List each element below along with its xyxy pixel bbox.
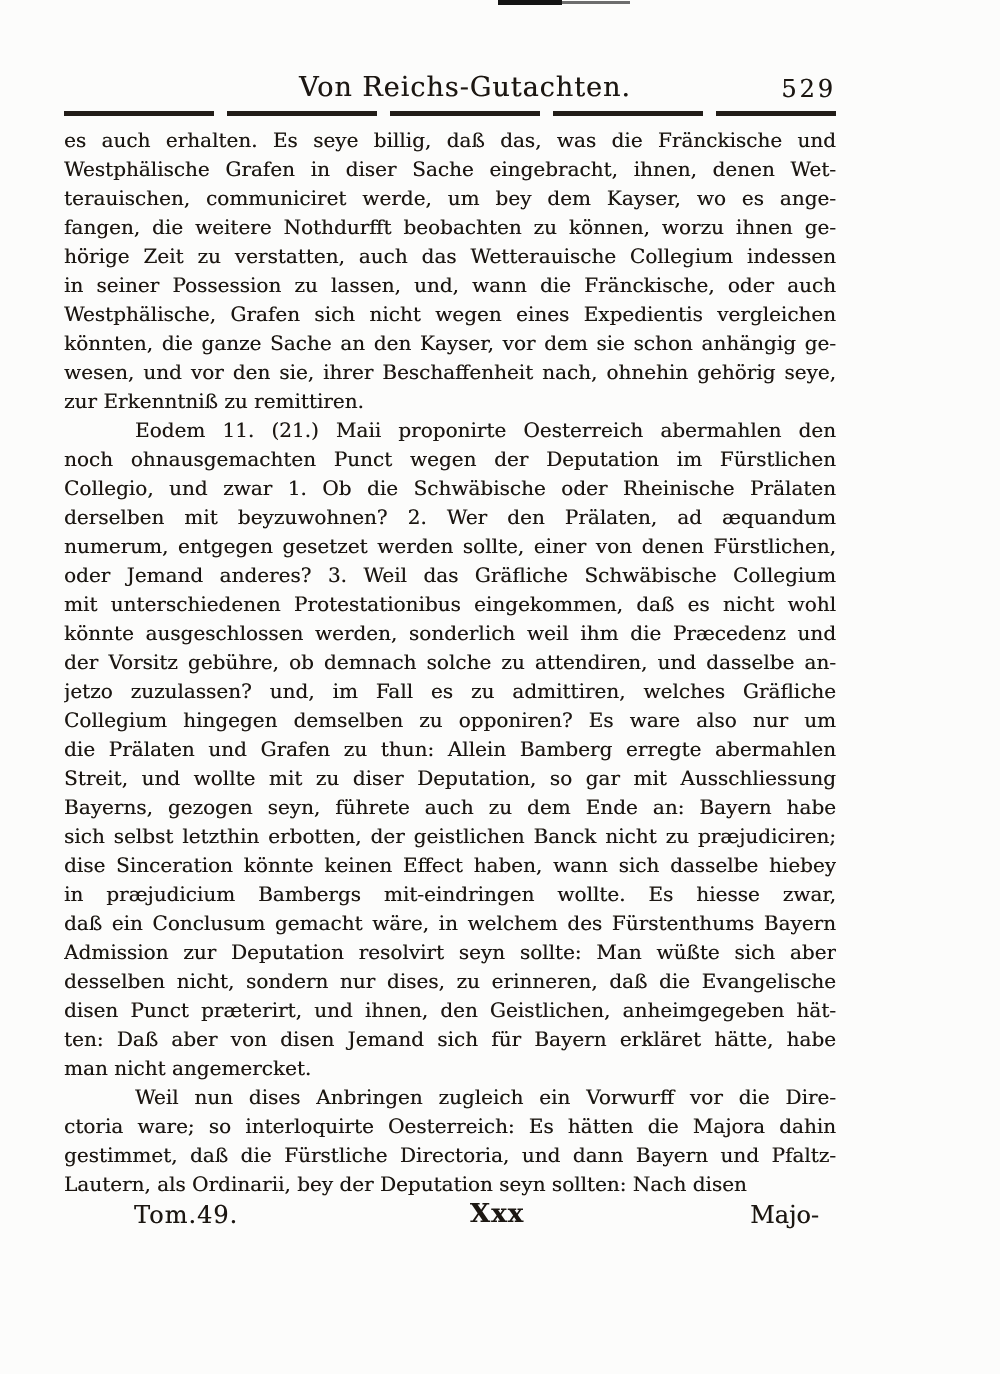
text-line: disen Punct præterirt, und ihnen, den Geistlichen, anheimgegeben hät- [64, 998, 836, 1022]
text-line: mit unterschiedenen Protestationibus eingekommen, daß es nicht wohl [64, 592, 836, 616]
text-line: die Prälaten und Grafen zu thun: Allein Bamberg erregte abermahlen [64, 737, 836, 761]
running-title: Von Reichs-Gutachten. [299, 72, 631, 103]
text-line: desselben nicht, sondern nur dises, zu erinneren, daß die Evangelische [64, 969, 836, 993]
signature-mark: Xxx [469, 1199, 525, 1229]
volume-label: Tom.49. [134, 1201, 239, 1229]
text-line: könnten, die ganze Sache an den Kayser, vor dem sie schon anhängig ge- [64, 331, 836, 355]
text-line: terauischen, communiciret werde, um bey dem Kayser, wo es ange- [64, 186, 836, 210]
text-line: ten: Daß aber von disen Jemand sich für Bayern erkläret hätte, habe [64, 1027, 836, 1051]
text-line: sich selbst letzthin erbotten, der geistlichen Banck nicht zu præjudiciren; [64, 824, 836, 848]
header-rule [64, 111, 836, 116]
text-line: daß ein Conclusum gemacht wäre, in welchem des Fürstenthums Bayern [64, 911, 836, 935]
scan-artifact-bar [498, 0, 562, 5]
text-line: Admission zur Deputation resolvirt seyn sollte: Man wüßte sich aber [64, 940, 836, 964]
text-line: Streit, und wollte mit zu diser Deputation, so gar mit Ausschliessung [64, 766, 836, 790]
text-line: ctoria ware; so interloquirte Oesterreich: Es hätten die Majora dahin [64, 1114, 836, 1138]
text-line: Lautern, als Ordinarii, bey der Deputation seyn sollten: Nach disen [64, 1172, 747, 1196]
text-line: numerum, entgegen gesetzet werden sollte, einer von denen Fürstlichen, [64, 534, 836, 558]
page-footer [64, 1199, 836, 1235]
text-line: Collegio, und zwar 1. Ob die Schwäbische oder Rheinische Prälaten [64, 476, 836, 500]
text-line: zur Erkenntniß zu remittiren. [64, 389, 364, 413]
text-line: gestimmet, daß die Fürstliche Directoria, und dann Bayern und Pfaltz- [64, 1143, 836, 1167]
catchword: Majo- [750, 1201, 819, 1229]
text-line: oder Jemand anderes? 3. Weil das Gräfliche Schwäbische Collegium [64, 563, 836, 587]
text-line: Westphälische Grafen in diser Sache eingebracht, ihnen, denen Wet- [64, 157, 836, 181]
text-line: noch ohnausgemachten Punct wegen der Deputation im Fürstlichen [64, 447, 836, 471]
text-line: Bayerns, gezogen seyn, führete auch zu dem Ende an: Bayern habe [64, 795, 836, 819]
text-line: Weil nun dises Anbringen zugleich ein Vorwurff vor die Dire- [135, 1085, 836, 1109]
text-line: hörige Zeit zu verstatten, auch das Wetterauische Collegium indessen [64, 244, 836, 268]
text-line: man nicht angemercket. [64, 1056, 312, 1080]
text-line: in præjudicium Bambergs mit-eindringen wollte. Es hiesse zwar, [64, 882, 836, 906]
text-line: derselben mit beyzuwohnen? 2. Wer den Prälaten, ad æquandum [64, 505, 836, 529]
text-line: Collegium hingegen demselben zu opponiren? Es ware also nur um [64, 708, 836, 732]
text-line: in seiner Possession zu lassen, und, wann die Fränckische, oder auch [64, 273, 836, 297]
scan-artifact-bar-faint [562, 1, 630, 4]
text-line: der Vorsitz gebühre, ob demnach solche zu attendiren, und dasselbe an- [64, 650, 836, 674]
page-header [64, 72, 836, 108]
text-line: es auch erhalten. Es seye billig, daß das, was die Fränckische und [64, 128, 836, 152]
text-line: wesen, und vor den sie, ihrer Beschaffenheit nach, ohnehin gehörig seye, [64, 360, 836, 384]
text-line: könnte ausgeschlossen werden, sonderlich weil ihm die Præcedenz und [64, 621, 836, 645]
text-line: dise Sinceration könnte keinen Effect haben, wann sich dasselbe hiebey [64, 853, 836, 877]
text-line: Westphälische, Grafen sich nicht wegen eines Expedientis vergleichen [64, 302, 836, 326]
text-line: Eodem 11. (21.) Maii proponirte Oesterreich abermahlen den [135, 418, 836, 442]
text-line: jetzo zuzulassen? und, im Fall es zu admittiren, welches Gräfliche [64, 679, 836, 703]
text-line: fangen, die weitere Nothdurfft beobachten zu können, worzu ihnen ge- [64, 215, 836, 239]
page-number: 529 [781, 75, 836, 103]
text-block [64, 126, 836, 1199]
